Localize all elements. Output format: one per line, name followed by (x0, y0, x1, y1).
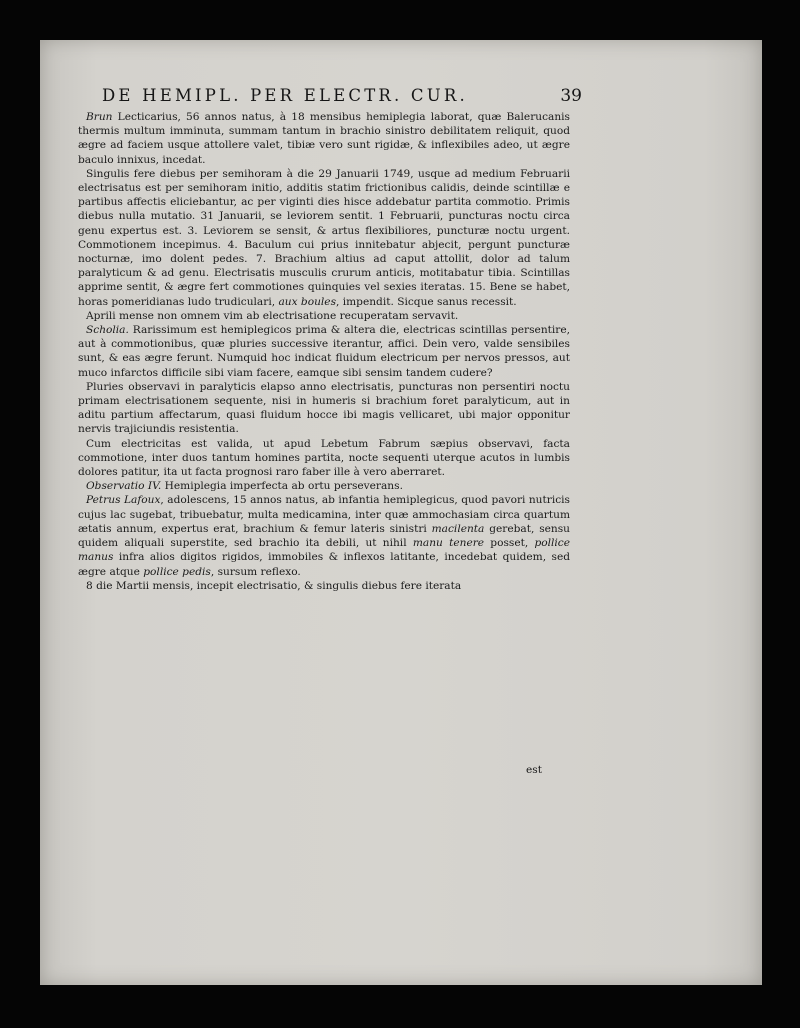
text-run: , sursum reflexo. (210, 565, 301, 578)
text-run: Hemiplegia imperfecta ab ortu perseverans. (161, 480, 403, 493)
text-run: Pluries observavi in paralyticis elapso anno electrisatis, puncturas non persentiri noctu primam electrisationem sequente, nisi in humeris si brachium foret paralyticum, aut in aditu partium affectarum, quasi fluidum hocce ibi magis vellicaret, ubi major opponitur nervis trajiciundis resistentia. (78, 380, 570, 436)
paragraph-observatio (78, 479, 570, 493)
text-run: Singulis fere diebus per semihoram à die 29 Januarii 1749, usque ad medium Februarii electrisatus est per semihoram initio, additis statim frictionibus calidis, deinde scintillæ e partibus affectis eliciebantur, ac per viginti dies hisce addebatur partita commotio. Primis diebus nulla mutatio. 31 Januarii, se leviorem sentit. 1 Februarii, puncturas noctu circa genu expertus est. 3. Leviorem se sensit, & artus flexibiliores, puncturæ noctu urgent. Commotionem incepimus. 4. Baculum cui prius innitebatur abjecit, pergunt puncturæ nocturnæ, imo dolent pedes. 7. Brachium altius ad caput attollit, dolor ad talum paralyticum & ad genu. Electrisatis musculis crurum anticis, motitabatur tibia. Scintillas apprime sentit, & ægre fert commotiones quinquies vel sexies iteratas. 15. Bene se habet, horas pomeridianas ludo trudiculari, (78, 167, 570, 308)
text-run: , adolescens, 15 annos natus, ab infantia hemiplegicus, quod pavori nutricis cujus lac sugebat, tribuebatur, multa medicamina, inter quæ ammochasiam circa quartum ætatis annum, expertus erat, brachium & femur lateris sinistri (78, 494, 570, 535)
paragraph-scholia (78, 323, 570, 380)
italic-text: Scholia. (86, 324, 129, 337)
page-number: 39 (560, 86, 582, 106)
italic-text: macilenta (431, 522, 485, 535)
italic-text: pollice pedis (143, 565, 211, 578)
italic-text: aux boules (278, 295, 337, 308)
text-run: Lecticarius, 56 annos natus, à 18 mensibus hemiplegia laborat, quæ Balerucanis thermis multum imminuta, summam tantum in brachio sinistro debilitatem reliquit, quod ægre ad faciem usque attollere valet, tibiæ vero sunt rigidæ, & inflexibiles adeo, ut ægre baculo innixus, incedat. (78, 111, 570, 166)
paragraph-aprili (78, 309, 570, 323)
paragraph-singulis (78, 167, 570, 309)
text-run: Cum electricitas est valida, ut apud Lebetum Fabrum sæpius observavi, facta commotione, inter duos tantum homines partita, nocte sequenti uterque acutos in lumbis dolores patitur, ita ut facta prognosi raro faber ille à vero aberraret. (78, 437, 570, 479)
running-header (102, 86, 582, 106)
italic-text: Observatio IV. (86, 480, 162, 493)
text-run: , impendit. Sicque sanus recessit. (336, 295, 517, 308)
text-run: infra alios digitos rigidos, immobiles & inflexos latitante, incedebat quidem, sed ægre atque (78, 551, 570, 578)
text-run: posset, (484, 537, 535, 550)
italic-text: manu tenere (412, 537, 485, 550)
paragraph-martii (78, 579, 570, 593)
italic-text: pollice manus (78, 537, 571, 564)
book-page (40, 40, 762, 985)
paragraph-brun (78, 110, 570, 167)
text-run: gerebat, sensu quidem aliquali superstite, sed brachio ita debili, ut nihil (78, 522, 570, 550)
italic-text: Petrus Lafoux (86, 494, 161, 507)
paragraph-petrus (78, 493, 570, 578)
page-body-text (78, 110, 570, 593)
paragraph-cum (78, 437, 570, 480)
catchword: est (526, 764, 542, 776)
text-run: Aprili mense non omnem vim ab electrisatione recuperatam servavit. (86, 309, 459, 322)
paragraph-pluries (78, 380, 570, 437)
text-run: Rarissimum est hemiplegicos prima & altera die, electricas scintillas persentire, aut à commotionibus, quæ pluries successive iterantur, affici. Dein vero, valde sensibiles sunt, & eas ægre ferunt. Numquid hoc indicat fluidum electricum per nervos pressos, aut muco infarctos difficile sibi viam facere, eamque sibi sensim tandem cudere? (78, 324, 570, 379)
running-title: DE HEMIPL. PER ELECTR. CUR. (102, 86, 468, 105)
italic-text: Brun (86, 111, 113, 123)
text-run: 8 die Martii mensis, incepit electrisatio, & singulis diebus fere iterata (86, 579, 462, 592)
